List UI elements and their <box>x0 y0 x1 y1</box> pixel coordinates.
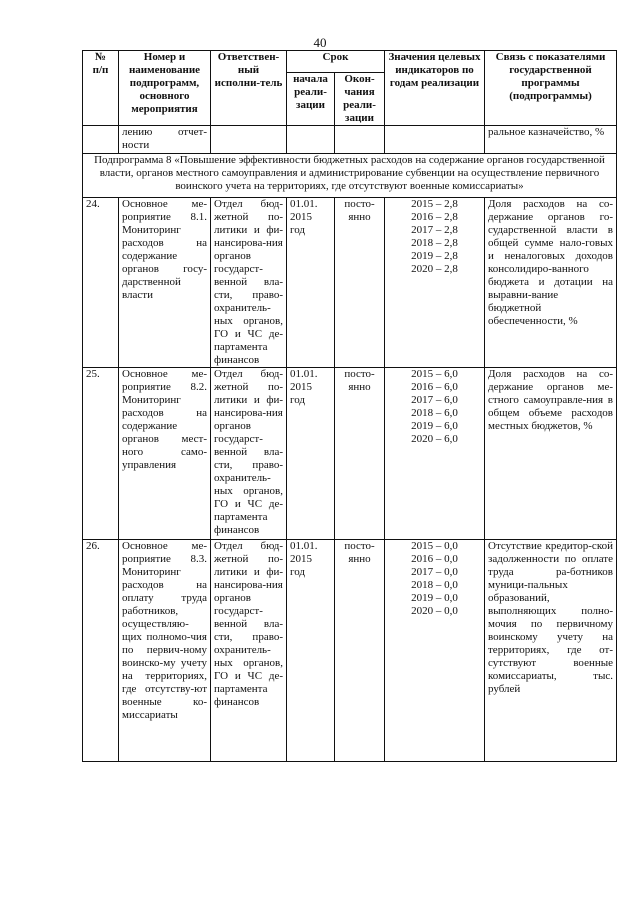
row-responsible: Отдел бюд-жетной по-литики и фи-нансирова-ния органов государст-венной вла-сти, право-охранитель-ных органов, ГО и ЧС де-партамента финансов <box>211 540 287 762</box>
row-number: 26. <box>83 540 119 762</box>
header-responsible: Ответствен-ный исполни-тель <box>211 51 287 126</box>
row-responsible: Отдел бюд-жетной по-литики и фи-нансирова-ния органов государст-венной вла-сти, право-охранитель-ных органов, ГО и ЧС де-партамента финансов <box>211 368 287 540</box>
header-end: Окон-чания реали-зации <box>335 73 385 126</box>
cont-name: лению отчет-ности <box>119 126 211 154</box>
row-name: Основное ме-роприятие 8.1. Мониторинг расходов на содержание органов госу-дарственной власти <box>119 198 211 368</box>
row-number: 25. <box>83 368 119 540</box>
cont-values <box>385 126 485 154</box>
cont-num <box>83 126 119 154</box>
table-row <box>83 368 617 540</box>
row-number: 24. <box>83 198 119 368</box>
row-end: посто-янно <box>335 198 385 368</box>
cont-end <box>335 126 385 154</box>
subprogram-title: Подпрограмма 8 «Повышение эффективности бюджетных расходов на содержание органов государственной власти, органов местного самоуправления и администрирование субвенции на осуществление первичного воинского учета на территориях, где отсутствуют военные комиссариаты» <box>83 154 617 198</box>
header-term: Срок <box>287 51 385 73</box>
row-values: 2015 – 0,0 2016 – 0,0 2017 – 0,0 2018 – 0,0 2019 – 0,0 2020 – 0,0 <box>385 540 485 762</box>
row-values: 2015 – 2,8 2016 – 2,8 2017 – 2,8 2018 – 2,8 2019 – 2,8 2020 – 2,8 <box>385 198 485 368</box>
row-link: Отсутствие кредитор-ской задолженности по оплате труда ра-ботников муници-пальных образований, выполняющих полно-мочия по первичному воинскому учету на территориях, где от-сутствуют военные комиссариаты, тыс. рублей <box>485 540 617 762</box>
continuation-row <box>83 126 617 154</box>
table-row <box>83 198 617 368</box>
table-row <box>83 540 617 762</box>
program-table <box>82 50 617 762</box>
cont-start <box>287 126 335 154</box>
row-link: Доля расходов на со-держание органов го-сударственной власти в общей сумме нало-говых и неналоговых доходов консолидиро-ванного бюджета и дотации на выравни-вание бюджетной обеспеченности, % <box>485 198 617 368</box>
row-start: 01.01. 2015 год <box>287 540 335 762</box>
row-name: Основное ме-роприятие 8.2. Мониторинг расходов на содержание органов мест-ного само-управления <box>119 368 211 540</box>
header-values: Значения целевых индикаторов по годам реализации <box>385 51 485 126</box>
cont-link: ральное казначейство, % <box>485 126 617 154</box>
header-link: Связь с показателями государственной программы (подпрограммы) <box>485 51 617 126</box>
row-responsible: Отдел бюд-жетной по-литики и фи-нансирова-ния органов государст-венной вла-сти, право-охранитель-ных органов, ГО и ЧС де-партамента финансов <box>211 198 287 368</box>
row-start: 01.01. 2015 год <box>287 198 335 368</box>
row-end: посто-янно <box>335 368 385 540</box>
header-start: начала реали-зации <box>287 73 335 126</box>
row-end: посто-янно <box>335 540 385 762</box>
header-name: Номер и наименование подпрограмм, основного мероприятия <box>119 51 211 126</box>
row-start: 01.01. 2015 год <box>287 368 335 540</box>
header-number: № п/п <box>83 51 119 126</box>
cont-resp <box>211 126 287 154</box>
row-link: Доля расходов на со-держание органов ме-стного самоуправле-ния в общем объеме расходов местных бюджетов, % <box>485 368 617 540</box>
row-values: 2015 – 6,0 2016 – 6,0 2017 – 6,0 2018 – 6,0 2019 – 6,0 2020 – 6,0 <box>385 368 485 540</box>
page-number: 40 <box>313 35 327 50</box>
subprogram-row <box>83 154 617 198</box>
row-name: Основное ме-роприятие 8.3. Мониторинг расходов на оплату труда работников, осуществляю-щих полномо-чия по первич-ному воинско-му учету на территориях, где отсутству-ют военные ко-миссариаты <box>119 540 211 762</box>
